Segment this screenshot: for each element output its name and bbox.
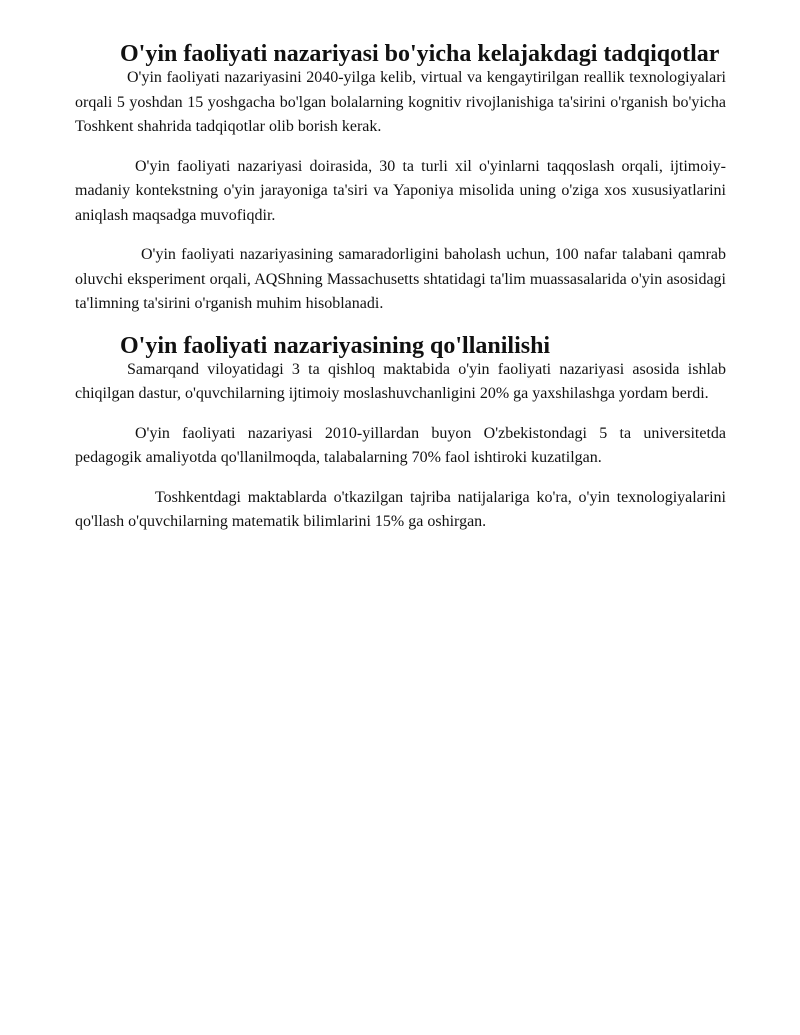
paragraph: Samarqand viloyatidagi 3 ta qishloq maktabida o'yin faoliyati nazariyasi asosida ishlab chiqilgan dastur, o'quvchilarning ijtimoiy moslashuvchanligini 20% ga yaxshilashga yordam berdi. (75, 360, 726, 402)
section-heading-application: O'yin faoliyati nazariyasining qo'llanilishi (120, 332, 551, 359)
document-page (75, 42, 726, 535)
paragraph: Toshkentdagi maktablarda o'tkazilgan tajriba natijalariga ko'ra, o'yin texnologiyalarini qo'llash o'quvchilarning matematik bilimlarini 15% ga oshirgan. (75, 488, 726, 530)
paragraph: O'yin faoliyati nazariyasini 2040-yilga kelib, virtual va kengaytirilgan reallik texnologiyalari orqali 5 yoshdan 15 yoshgacha bo'lgan bolalarning kognitiv rivojlanishiga ta'sirini o'rganish bo'yicha Toshkent shahrida tadqiqotlar olib borish kerak. (75, 69, 726, 135)
paragraph: O'yin faoliyati nazariyasi 2010-yillardan buyon O'zbekistondagi 5 ta universitetda pedagogik amaliyotda qo'llanilmoqda, talabalarning 70% faol ishtiroki kuzatilgan. (75, 424, 726, 466)
paragraph: O'yin faoliyati nazariyasining samaradorligini baholash uchun, 100 nafar talabani qamrab oluvchi eksperiment orqali, AQShning Massachusetts shtatidagi ta'lim muassasalarida o'yin asosidagi ta'limning ta'sirini o'rganish muhim hisoblanadi. (75, 246, 726, 312)
paragraph: O'yin faoliyati nazariyasi doirasida, 30 ta turli xil o'yinlarni taqqoslash orqali, ijtimoiy-madaniy kontekstning o'yin jarayoniga ta'siri va Yaponiya misolida uning o'ziga xos xususiyatlarini aniqlash maqsadga muvofiqdir. (75, 157, 726, 224)
section-heading-future-research: O'yin faoliyati nazariyasi bo'yicha kelajakdagi tadqiqotlar (120, 41, 720, 67)
